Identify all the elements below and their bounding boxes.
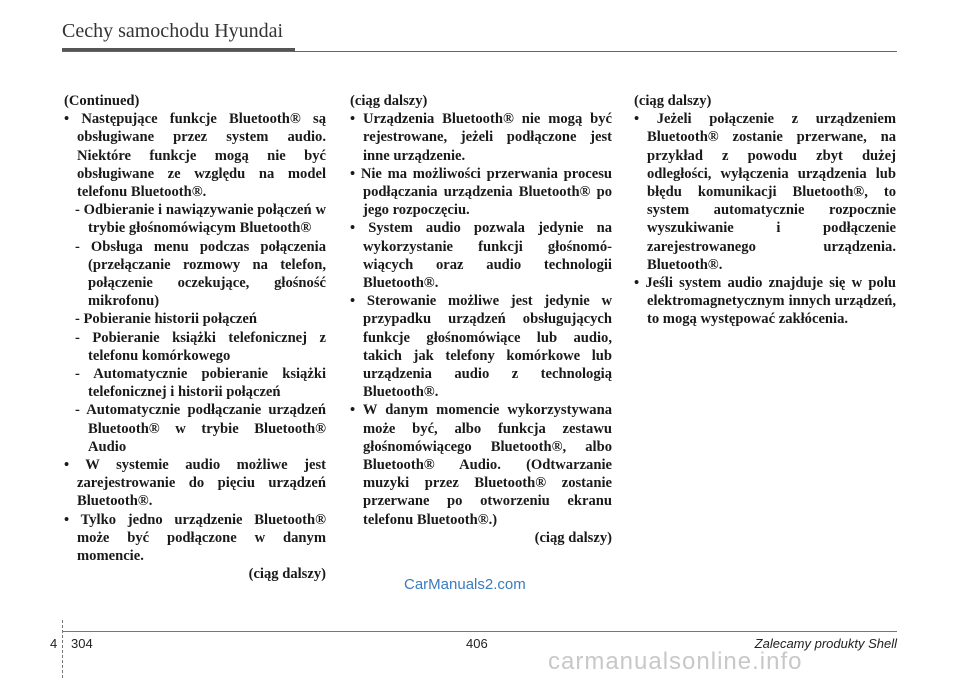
sheet-number: 406 <box>466 636 488 651</box>
continued-label: (ciąg dalszy) <box>634 93 712 109</box>
bullet-item: • Urządzenia Bluetooth® nie mogą być rejestrowane, jeżeli podłączone jest inne urządzenie. <box>350 111 612 164</box>
dash-item: - Pobieranie historii połączeń <box>75 311 257 328</box>
dash-item: - Odbieranie i nawiązywanie połączeń w trybie głośnomówiącym Bluetooth® <box>75 202 326 237</box>
continued-label: (Continued) <box>64 93 140 109</box>
dash-item: - Pobieranie książki telefonicznej z telefonu komórkowego <box>75 329 326 364</box>
bullet-item: • W systemie audio możliwe jest zarejestrowanie do pięciu urządzeń Bluetooth®. <box>64 457 326 510</box>
footer-rule <box>62 631 897 632</box>
bullet-item: • W danym momencie wykorzystywana może być, albo funkcja zestawu głośnomówiącego Bluetooth®, albo Bluetooth® Audio. (Odtwarzanie muzyki przez Bluetooth® zostanie przerwane po otworzeniu ekranu telefonu Bluetooth®.) <box>350 402 612 528</box>
header-rule <box>62 51 897 52</box>
dash-item: - Automatycznie podłączanie urządzeń Bluetooth® w trybie Bluetooth® Audio <box>75 402 326 455</box>
chapter-number: 4 <box>50 636 58 651</box>
continued-label: (ciąg dalszy) <box>350 93 428 109</box>
column-3 <box>634 92 896 329</box>
column-2 <box>350 92 612 547</box>
bullet-item: • System audio pozwala jedynie na wykorzystanie funkcji głośnomówiących oraz audio technologii Bluetooth®. <box>350 220 612 292</box>
bullet-item: • Nie ma możliwości przerwania procesu podłączania urządzenia Bluetooth® po jego rozpoczęciu. <box>350 165 612 219</box>
dash-item: - Obsługa menu podczas połączenia (przełączanie rozmowy na telefon, połączenie oczekujące, głośność mikrofonu) <box>75 238 326 310</box>
bullet-item: • Jeżeli połączenie z urządzeniem Bluetooth® zostanie przerwane, na przykład z powodu zbyt dużej odległości, wyłączenia urządzenia lub błędu komunikacji Bluetooth®, to system automatycznie rozpocznie wyszukiwanie i podłączenie zarejestrowanego urządzenia. Bluetooth®. <box>634 111 896 273</box>
carmanuals-watermark-link[interactable]: CarManuals2.com <box>404 576 526 593</box>
column-1 <box>64 92 326 583</box>
bullet-item: • Następujące funkcje Bluetooth® są obsługiwane przez system audio. Niektóre funkcje mogą nie być obsługiwane ze względu na model telefonu Bluetooth®. <box>64 111 326 201</box>
page-number: 304 <box>71 636 93 651</box>
dash-item: - Automatycznie pobieranie książki telefonicznej i historii połączeń <box>75 366 326 401</box>
continued-marker: (ciąg dalszy) <box>534 529 612 546</box>
site-watermark: carmanualsonline.info <box>548 648 803 675</box>
page-header-title: Cechy samochodu Hyundai <box>62 20 284 42</box>
footer-dashed-divider <box>62 620 63 678</box>
bullet-item: • Tylko jedno urządzenie Bluetooth® może być podłączone w danym momencie. <box>64 511 326 565</box>
bullet-item: • Jeśli system audio znajduje się w polu elektromagnetycznym innych urządzeń, to mogą występować zakłócenia. <box>634 275 896 328</box>
footer-note: Zalecamy produkty Shell <box>754 636 897 651</box>
bullet-item: • Sterowanie możliwe jest jedynie w przypadku urządzeń obsługujących funkcje głośnomówiące lub audio, takich jak telefony komórkowe lub urządzenia audio z technologią Bluetooth®. <box>350 293 612 401</box>
continued-marker: (ciąg dalszy) <box>248 566 326 583</box>
